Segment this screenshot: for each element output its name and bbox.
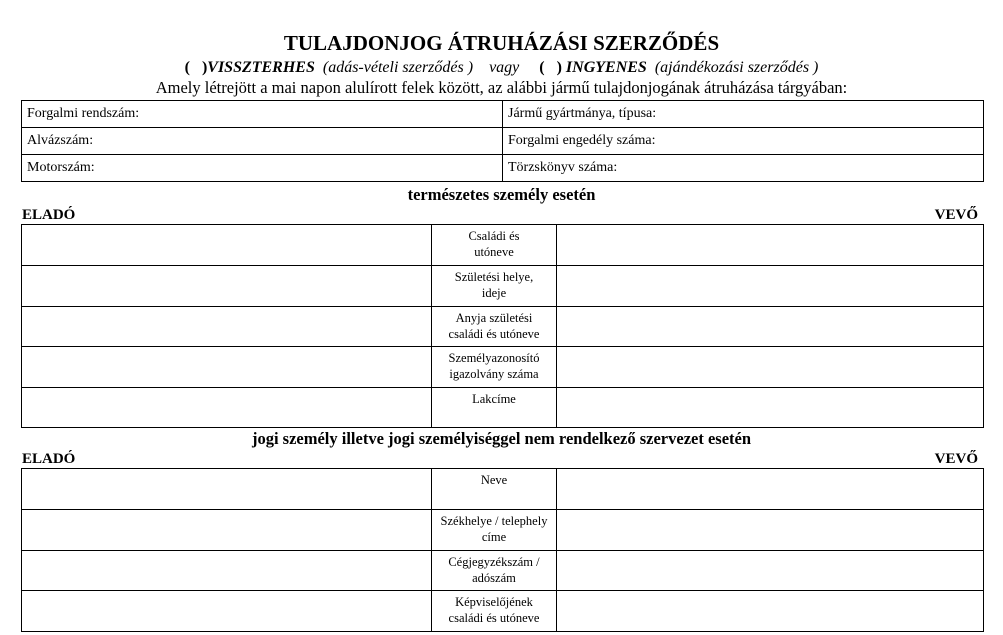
field-label-line: Neve (480, 473, 508, 487)
document-title: TULAJDONJOG ÁTRUHÁZÁSI SZERZŐDÉS (283, 31, 720, 55)
field-label (432, 591, 557, 632)
field-label (432, 469, 557, 510)
field-label-line: Személyazonosító (448, 351, 540, 365)
buyer-input-cell[interactable] (557, 225, 984, 266)
field-label-line: címe (481, 530, 507, 544)
field-label-line: Családi és (468, 229, 520, 243)
contract-type-line (0, 58, 1003, 78)
vehicle-title-doc-field[interactable]: Törzskönyv száma: (503, 155, 984, 182)
field-label (432, 225, 557, 266)
field-label-line: családi és utóneve (448, 611, 540, 625)
buyer-input-cell[interactable] (557, 347, 984, 388)
table-row (22, 155, 984, 182)
buyer-input-cell[interactable] (557, 591, 984, 632)
table-row (22, 347, 984, 388)
field-label-line: Születési helye, (454, 270, 534, 284)
connector-text: vagy (489, 59, 520, 76)
field-label-line: adószám (472, 571, 516, 585)
field-label (432, 266, 557, 307)
seller-input-cell[interactable] (22, 510, 432, 551)
field-label-line: ideje (481, 286, 507, 300)
vehicle-registration-doc-field[interactable]: Forgalmi engedély száma: (503, 128, 984, 155)
option-ingyenes-label: INGYENES (565, 59, 647, 76)
intro-text: Amely létrejött a mai napon alulírott felek között, az alábbi jármű tulajdonjogának átruházása tárgyában: (155, 78, 848, 97)
seller-input-cell[interactable] (22, 266, 432, 307)
buyer-input-cell[interactable] (557, 266, 984, 307)
field-label-line: Székhelye / telephely (440, 514, 548, 528)
buyer-input-cell[interactable] (557, 307, 984, 347)
table-row (22, 307, 984, 347)
buyer-input-cell[interactable] (557, 551, 984, 591)
seller-input-cell[interactable] (22, 469, 432, 510)
seller-input-cell[interactable] (22, 225, 432, 266)
field-label-line: Képviselőjének (455, 595, 533, 609)
buyer-input-cell[interactable] (557, 469, 984, 510)
field-label-line: Lakcíme (472, 392, 516, 406)
field-label (432, 347, 557, 388)
field-label-line: Anyja születési (455, 311, 533, 325)
field-label (432, 307, 557, 347)
table-row (22, 551, 984, 591)
option-ingyenes-checkbox[interactable]: ( ) (539, 59, 562, 76)
field-label-line: Cégjegyzékszám / (448, 555, 540, 569)
vehicle-make-type-field[interactable]: Jármű gyártmánya, típusa: (503, 101, 984, 128)
buyer-input-cell[interactable] (557, 510, 984, 551)
option-visszterhes-note: (adás-vételi szerződés ) (322, 59, 474, 76)
table-row (22, 266, 984, 307)
option-visszterhes-label: VISSZTERHES (207, 59, 315, 76)
natural-person-heading: természetes személy esetén (407, 185, 596, 204)
vehicle-chassis-field[interactable]: Alvázszám: (22, 128, 503, 155)
table-row (22, 469, 984, 510)
buyer-input-cell[interactable] (557, 388, 984, 428)
table-row (22, 510, 984, 551)
natural-buyer-label: VEVŐ (934, 207, 978, 223)
table-row (22, 128, 984, 155)
table-row (22, 225, 984, 266)
option-visszterhes-checkbox[interactable]: ( ) (184, 59, 208, 76)
option-ingyenes-note: (ajándékozási szerződés ) (654, 59, 819, 76)
seller-input-cell[interactable] (22, 551, 432, 591)
legal-buyer-label: VEVŐ (934, 451, 978, 467)
vehicle-engine-field[interactable]: Motorszám: (22, 155, 503, 182)
table-row (22, 388, 984, 428)
legal-entity-table (21, 468, 984, 632)
natural-seller-label: ELADÓ (22, 207, 76, 223)
seller-input-cell[interactable] (22, 347, 432, 388)
natural-person-table (21, 224, 984, 428)
field-label (432, 510, 557, 551)
seller-input-cell[interactable] (22, 388, 432, 428)
vehicle-plate-field[interactable]: Forgalmi rendszám: (22, 101, 503, 128)
seller-input-cell[interactable] (22, 591, 432, 632)
legal-seller-label: ELADÓ (22, 451, 76, 467)
seller-input-cell[interactable] (22, 307, 432, 347)
field-label-line: családi és utóneve (448, 327, 540, 341)
legal-entity-heading: jogi személy illetve jogi személyiséggel nem rendelkező szervezet esetén (251, 429, 752, 448)
field-label (432, 551, 557, 591)
field-label-line: igazolvány száma (449, 367, 539, 381)
table-row (22, 591, 984, 632)
field-label (432, 388, 557, 428)
table-row (22, 101, 984, 128)
vehicle-table (21, 100, 984, 182)
field-label-line: utóneve (474, 245, 514, 259)
